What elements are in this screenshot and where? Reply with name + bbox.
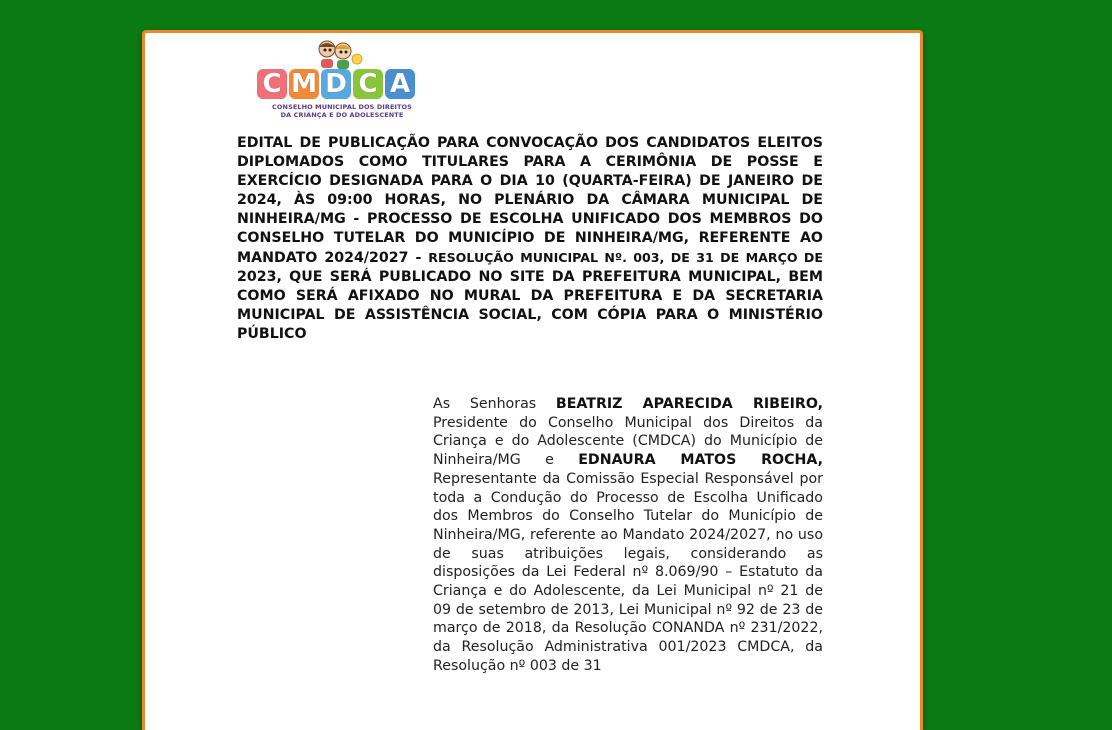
logo-letter-c1: C xyxy=(257,69,287,99)
body-text1: Presidente do Conselho Municipal dos Direitos da Criança e do Adolescente (CMDCA) do Município de Ninheira/MG e xyxy=(433,414,823,469)
body-name-ednaura: EDNAURA MATOS ROCHA, xyxy=(578,452,823,469)
edital-title xyxy=(237,134,823,344)
logo-letter-c2: C xyxy=(353,69,383,99)
logo-subtitle-line1: CONSELHO MUNICIPAL DOS DIREITOS xyxy=(272,103,412,111)
body-text2: Representante da Comissão Especial Responsável por toda a Condução do Processo de Escolha Unificado dos Membros do Conselho Tutelar do Município de Ninheira/MG, referente ao Mandato 2024/2027, no uso de suas atribuições legais, considerando as disposições da Lei Federal nº 8.069/90 – Estatuto da Criança e do Adolescente, da Lei Municipal nº 21 de 09 de setembro de 2013, Lei Municipal nº 92 de 23 de março de 2018, da Resolução CONANDA nº 231/2022, da Resolução Administrativa 001/2023 CMDCA, da Resolução nº 003 de 31 xyxy=(433,470,823,674)
title-part2: RESOLUÇÃO MUNICIPAL Nº. 003, DE 31 DE MARÇO DE xyxy=(428,250,823,265)
logo-wordmark xyxy=(257,69,415,101)
title-part1: EDITAL DE PUBLICAÇÃO PARA CONVOCAÇÃO DOS CANDIDATOS ELEITOS DIPLOMADOS COMO TITULARES PARA A CERIMÔNIA DE POSSE E EXERCÍCIO DESIGNADA PARA O DIA 10 (QUARTA-FEIRA) DE JANEIRO DE 2024, ÀS 09:00 HORAS, NO PLENÁRIO DA CÂMARA MUNICIPAL DE NINHEIRA/MG - PROCESSO DE ESCOLHA UNIFICADO DOS MEMBROS DO CONSELHO TUTELAR DO MUNICÍPIO DE NINHEIRA/MG, REFERENTE AO MANDATO 2024/2027 - xyxy=(237,135,823,266)
title-part3: 2023, QUE SERÁ PUBLICADO NO SITE DA PREFEITURA MUNICIPAL, BEM COMO SERÁ AFIXADO NO MURAL DA PREFEITURA E DA SECRETARIA MUNICIPAL DE ASSISTÊNCIA SOCIAL, COM CÓPIA PARA O MINISTÉRIO PÚBLICO xyxy=(237,269,823,342)
logo-subtitle-line2: DA CRIANÇA E DO ADOLESCENTE xyxy=(280,111,404,119)
edital-body xyxy=(433,395,823,676)
logo-subtitle xyxy=(257,103,427,119)
cmdca-logo xyxy=(257,39,427,119)
children-figures-icon xyxy=(309,39,369,69)
body-intro: As Senhoras xyxy=(433,396,537,412)
logo-letter-m: M xyxy=(289,69,319,99)
body-name-beatriz: BEATRIZ APARECIDA RIBEIRO, xyxy=(555,396,823,412)
logo-letter-d: D xyxy=(321,69,351,99)
document-page xyxy=(142,30,923,730)
logo-letter-a: A xyxy=(385,69,415,99)
